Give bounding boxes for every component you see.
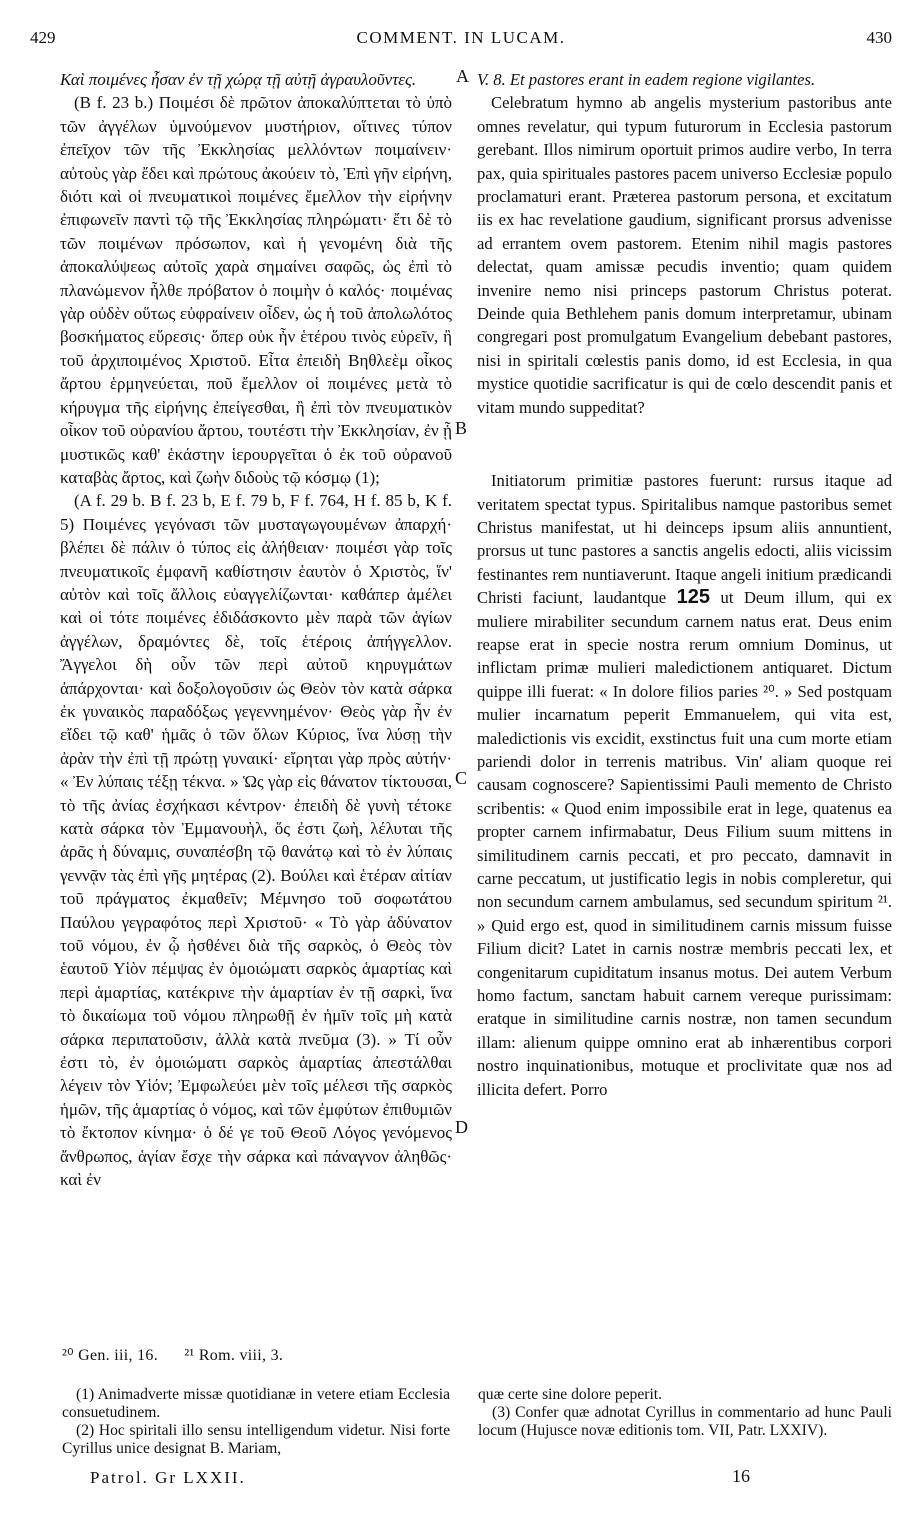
scripture-references	[62, 1345, 305, 1365]
greek-paragraph: (B f. 23 b.) Ποιμέσι δὲ πρῶτον ἀποκαλύπτεται τὸ ὑπὸ τῶν ἀγγέλων ὑμνούμενον μυστήριον, οἵτινες τύπον ἐπεῖχον τῶν τῆς Ἐκκλησίας μελλόντων ποιμαίνειν· αὐτοὺς γὰρ ἔδει καὶ πρώτους ἀκούειν τὸ, Ἐπὶ γῆν εἰρήνη, διότι καὶ οἱ πνευματικοὶ ποιμένες ἔμελλον τὴν εἰρήνην ἐπιφωνεῖν παντὶ τῷ τῆς Ἐκκλησίας πληρώματι· ἔτι δὲ τὸ τῶν ποιμένων πρόσωπον, καὶ ἡ γενομένη διὰ τῆς ἀποκαλύψεως αὐτοῖς χαρὰ σημαίνει σαφῶς, ὡς ἐπὶ τὸ πλανώμενον ἦλθε πρόβατον ὁ ποιμὴν ὁ καλός· ποιμένας γὰρ οὐδὲν οὕτως εὐφραίνειν οἶδεν, ὡς ἡ τοῦ ἀπολωλότος βοσκήματος εὕρεσις· ὅπερ οὐκ ἦν ἑτέρου τινὸς εὑρεῖν, ἢ τοῦ ἀρχιποιμένος Χριστοῦ. Εἶτα ἐπειδὴ Βηθλεὲμ οἶκος ἄρτου ἑρμηνεύεται, ποῦ ἔμελλον οἱ ποιμένες μετὰ τὸ κήρυγμα τῆς εἰρήνης ἐπείγεσθαι, ἢ ἐπὶ τὸν πνευματικὸν οἶκον τοῦ οὐρανίου ἄρτου, τουτέστι τὴν Ἐκκλησίαν, ἐν ᾗ μυστικῶς καθ' ἑκάστην ἱερουργεῖται ὁ ἐκ τοῦ οὐρανοῦ καταβὰς ἄρτος, καὶ ζωὴν διδοὺς τῷ κόσμῳ (1);	[60, 93, 452, 487]
footnote: (2) Hoc spiritali illo sensu intelligendum videtur. Nisi forte Cyrillus unice designat B. Mariam,	[62, 1422, 450, 1457]
greek-lemma: Καὶ ποιμένες ἦσαν ἐν τῇ χώρᾳ τῇ αὐτῇ ἀγραυλοῦντες.	[60, 70, 417, 89]
footnotes-left	[62, 1386, 450, 1458]
footnote-continuation: quæ certe sine dolore peperit.	[478, 1386, 663, 1403]
latin-paragraph	[477, 469, 892, 1101]
page-number-left: 429	[30, 28, 56, 47]
gathering-number: 16	[732, 1466, 750, 1486]
column-number: 125	[676, 586, 711, 609]
latin-text: Initiatorum primitiæ pastores fuerunt: rursus itaque ad veritatem spectat typus. Spiritalibus namque pastoribus semet Christus manifestat, ut hi deinceps ipsum aliis annuntient, prorsus ut tunc pastores a sanctis angelis edocti, aliis vicissim festinantes rem nuntiaverunt. Itaque angeli initium prædicandi Christi faciunt, laudantque	[477, 471, 892, 608]
footnotes-right	[478, 1386, 892, 1440]
footnote: (3) Confer quæ adnotat Cyrillus in commentario ad hunc Pauli locum (Hujusce novæ editionis tom. VII, Patr. LXXIV).	[478, 1404, 892, 1439]
page-header	[30, 28, 892, 58]
page-number-right: 430	[866, 28, 892, 47]
greek-column	[60, 68, 452, 1540]
margin-marker-a: A	[456, 66, 469, 86]
margin-marker-c: C	[455, 768, 468, 788]
greek-paragraph: (A f. 29 b. B f. 23 b, E f. 79 b, F f. 764, H f. 85 b, K f. 5) Ποιμένες γεγόνασι τῶν μυσταγωγουμένων ἀπαρχή· βλέπει δὲ πάλιν ὁ τύπος εἰς ἀλήθειαν· ποιμέσι γὰρ τοῖς πνευματικοῖς ἐμφανῆ καθίστησιν ἑαυτὸν ὁ Χριστὸς, ἵν' αὐτὸν καὶ τοῖς ἄλλοις εὐαγγελίζωνται· καθάπερ ἀμέλει καὶ οἱ τότε ποιμένες ἐδιδάσκοντο μὲν παρὰ τῶν ἁγίων ἀγγέλων, δραμόντες δὲ, τοῖς ἑτέροις ἀπήγγελλον. Ἄγγελοι δὴ οὖν τῶν περὶ αὐτοῦ κηρυγμάτων ἀπάρχονται· καὶ δοξολογοῦσιν ὡς Θεὸν τὸν κατὰ σάρκα ἐκ γυναικὸς παραδόξως γεγεννημένον· Θεὸς γὰρ ἦν ἐν εἴδει τῷ καθ' ἡμᾶς ὁ τῶν ὅλων Κύριος, ἵνα λύσῃ τὴν ἀρὰν τὴν ἐπὶ τῇ πρώτῃ γυναικί· εἴρηται γὰρ πρὸς αὐτήν· « Ἐν λύπαις τέξῃ τέκνα. » Ὡς γὰρ εἰς θάνατον τίκτουσαι, τὸ τῆς ἀνίας ἐσχήκασι κέντρον· ἐπειδὴ δὲ γυνὴ τέτοκε κατὰ σάρκα τὸν Ἐμμανουὴλ, ὅς ἐστι ζωὴ, λέλυται τῆς ἀρᾶς ἡ δύναμις, συναπέσβη τῷ θανάτῳ καὶ τὸ ἐν λύπαις γεννᾷν τὰς ἐπὶ γῆς μητέρας (2). Βούλει καὶ ἑτέραν αἰτίαν τοῦ πράγματος ἐκμαθεῖν; Μέμνησο τοῦ σοφωτάτου Παύλου γεγραφότος περὶ Χριστοῦ· « Τὸ γὰρ ἀδύνατον τοῦ νόμου, ἐν ᾧ ἠσθένει διὰ τῆς σαρκὸς, ὁ Θεὸς τὸν ἑαυτοῦ Υἱὸν πέμψας ἐν ὁμοιώματι σαρκὸς ἁμαρτίας καὶ περὶ ἁμαρτίας, κατέκρινε τὴν ἁμαρτίαν ἐν τῇ σαρκὶ, ἵνα τὸ δικαίωμα τοῦ νόμου πληρωθῇ ἐν ἡμῖν τοῖς μὴ κατὰ σάρκα περιπατοῦσιν, ἀλλὰ κατὰ πνεῦμα (3). » Τί οὖν ἐστι τὸ, ἐν ὁμοιώματι σαρκὸς ἁμαρτίας ἀπεστάλθαι λέγειν τὸν Υἱόν; Ἐμφωλεύει μὲν τοῖς μέλεσι τῆς σαρκὸς ἡμῶν, τῆς ἁμαρτίας ὁ νόμος, καὶ τῶν ἐμφύτων ἐπιθυμιῶν τὸ ἔκτοπον κίνημα· ὁ δέ γε τοῦ Θεοῦ Λόγος γενόμενος ἄνθρωπος, ἁγίαν ἔσχε τὴν σάρκα καὶ πάναγνον ἀληθῶς· καὶ ἐν	[60, 491, 452, 1190]
latin-text: ut Deum illum, qui ex muliere mirabiliter secundum carnem natus erat. Deus enim reapse erat in specie nostra rerum omnium Dominus, ut inflictam primæ mulieri maledictionem antiquaret. Dictum quippe illi fuerat: « In dolore filios paries ²⁰. » Sed postquam mulier incarnatum peperit Emmanuelem, qui vita est, maledictionis vis excidit, exstinctus fuit una cum morte etiam pariendi dolor in terrenis matribus. Vin' aliam quoque rei causam cognoscere? Sapientissimi Pauli memento de Christo scribentis: « Quod enim impossibile erat in lege, quatenus ea propter carnem infirmabatur, Deus Filium suum mittens in similitudinem carnis peccati, et pro peccato, damnavit in carne peccatum, ut justificatio legis in nobis compleretur, qui non secundum carnem ambulamus, sed secundum spiritum ²¹. » Quid ergo est, quod in similitudinem carnis missum fuisse Filium dicit? Latet in carnis nostræ membris peccati lex, et congenitarum cupiditatum insanus motus. Dei autem Verbum homo factum, sanctam habuit carnem vereque purissimam: eratque in similitudine carnis nostræ, non tamen secundum illam: alienum quippe omnino erat ab inhærentibus corpori nostro inquinationibus, motuque et proclivitate quæ nos ad illicita defert. Porro	[477, 588, 893, 1099]
margin-marker-d: D	[455, 1117, 468, 1137]
reference-note: ²⁰ Gen. iii, 16.	[62, 1347, 159, 1364]
running-title: COMMENT. IN LUCAM.	[356, 28, 566, 47]
latin-lemma: V. 8. Et pastores erant in eadem regione vigilantes.	[477, 70, 816, 89]
latin-column	[477, 68, 892, 1540]
reference-note: ²¹ Rom. viii, 3.	[184, 1347, 284, 1364]
latin-paragraph: Celebratum hymno ab angelis mysterium pastoribus ante omnes revelatur, qui typum futurorum in Ecclesia pastorum gerebant. Illos nimirum oportuit primos audire verbo, In terra pax, quia spirituales pastores pacem universo Ecclesiæ populo proclamaturi erant. Præterea pastorum persona, et excitatum iis ex hac revelatione gaudium, significant prorsus advenisse ad errantem ovem pastorem. Etenim nihil magis pastores delectat, quam amissæ pecudis inventio; quam quidem invenire nemo nisi princeps pastorum Christus poterat. Deinde quia Bethlehem panis domum interpretamur, ubinam congregari post promulgatum Evangelium debebant pastores, nisi in spiritali cœlestis panis domo, id est Ecclesia, in qua mystice quotidie sacrificatur is qui de cœlo descendit panis et vitam mundo suppeditat?	[477, 93, 892, 417]
margin-marker-b: B	[455, 418, 468, 438]
volume-signature: Patrol. Gr LXXII.	[90, 1468, 246, 1487]
footnote: (1) Animadverte missæ quotidianæ in vetere etiam Ecclesia consuetudinem.	[62, 1386, 450, 1421]
